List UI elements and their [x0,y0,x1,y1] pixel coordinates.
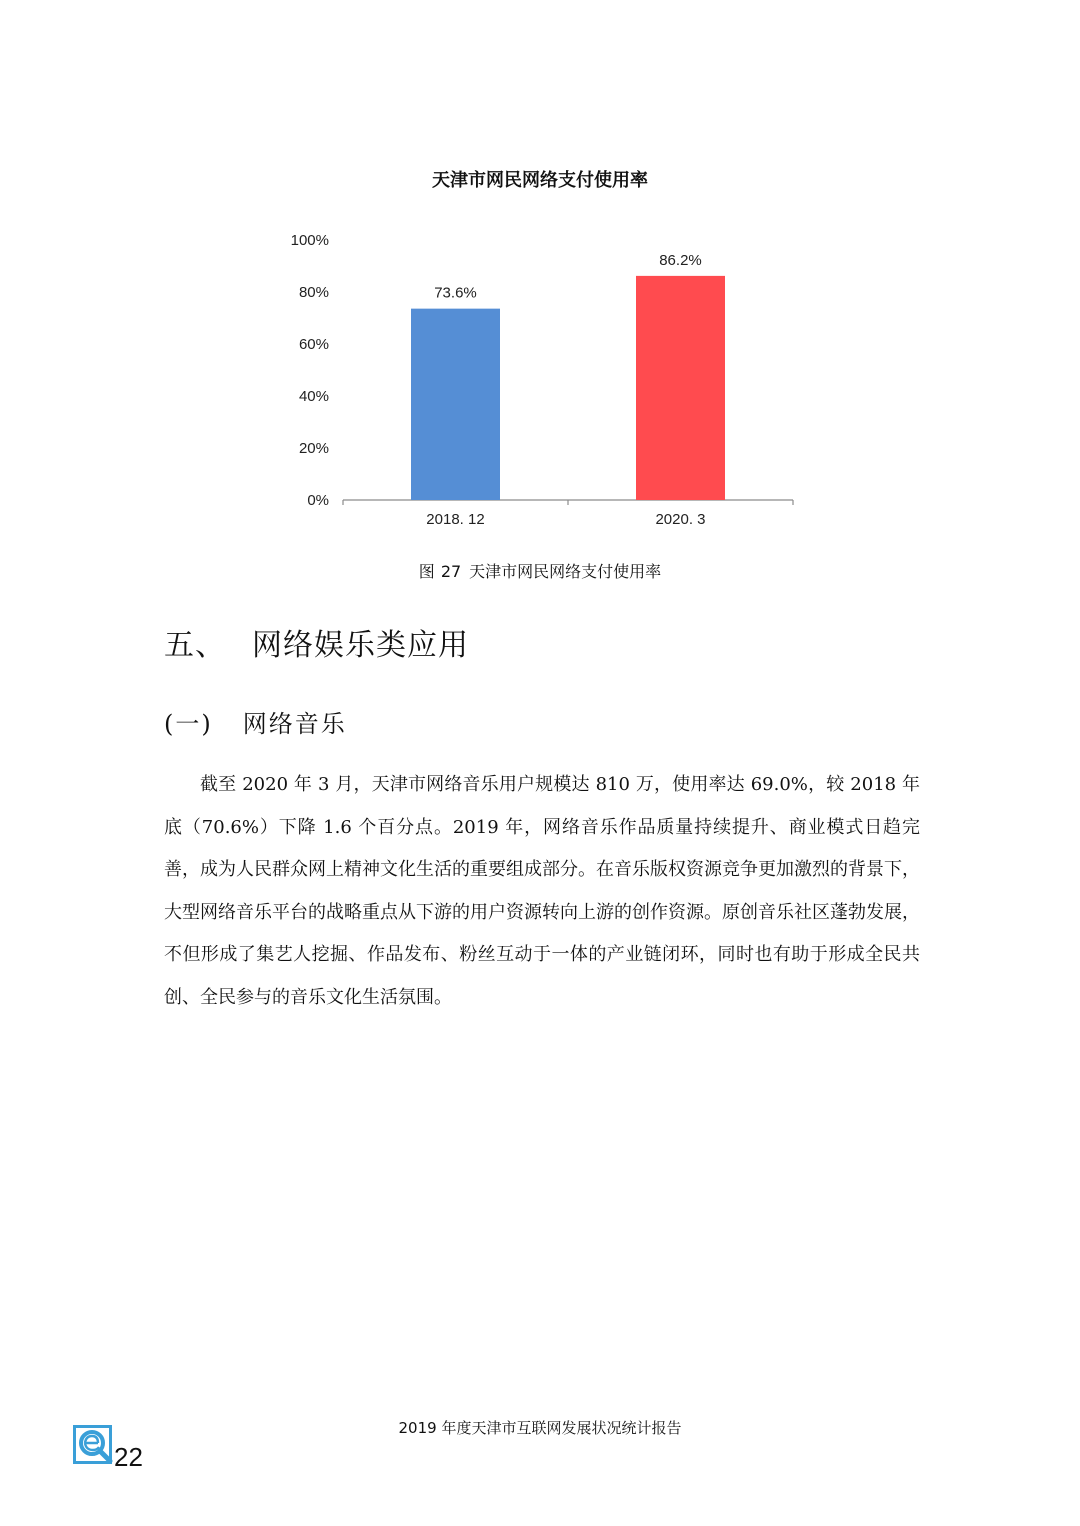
figure-title: 天津市网民网络支付使用率 [469,562,662,581]
footer-report-title: 2019 年度天津市互联网发展状况统计报告 [398,1419,682,1437]
y-tick-label: 80% [298,284,329,301]
subsection-title: 网络音乐 [242,710,347,738]
x-tick-label: 2020. 3 [655,511,706,528]
magnifier-e-logo-icon [73,1425,115,1467]
section-heading [164,620,469,664]
x-tick-label: 2018. 12 [426,511,485,528]
page-number: 22 [114,1442,143,1472]
figure-number: 27 [440,562,462,581]
data-label: 73.6% [434,284,477,302]
chart-title: 天津市网民网络支付使用率 [432,170,648,191]
subsection-heading [164,704,347,739]
y-tick-label: 60% [298,336,329,353]
bar [411,309,500,500]
bar [636,276,725,500]
x-axis-labels [426,511,705,528]
figure-caption [0,559,1080,582]
data-label: 86.2% [659,251,702,269]
y-tick-label: 100% [290,232,329,249]
y-tick-label: 0% [307,492,329,509]
x-axis-tick-marks [343,500,793,505]
y-tick-label: 20% [298,440,329,457]
y-axis-ticks [291,232,329,509]
y-tick-label: 40% [298,388,329,405]
bars [411,276,725,500]
figure-label: 图 [418,562,435,581]
section-number: 五、 [164,628,226,663]
section-title: 网络娱乐类应用 [252,628,469,663]
bar-chart [270,220,810,540]
body-paragraph: 截至 2020 年 3 月，天津市网络音乐用户规模达 810 万，使用率达 69.0%，较 2018 年底（70.6%）下降 1.6 个百分点。2019 年，网络音乐作品质量持续提升、商业模式日趋完善，成为人民群众网上精神文化生活的重要组成部分。在音乐版权资源竞争更加激烈的背景下，大型网络音乐平台的战略重点从下游的用户资源转向上游的创作资源。原创音乐社区蓬勃发展，不但形成了集艺人挖掘、作品发布、粉丝互动于一体的产业链闭环，同时也有助于形成全民共创、全民参与的音乐文化生活氛围。 [164,774,920,1008]
subsection-number: (一) [164,710,213,738]
